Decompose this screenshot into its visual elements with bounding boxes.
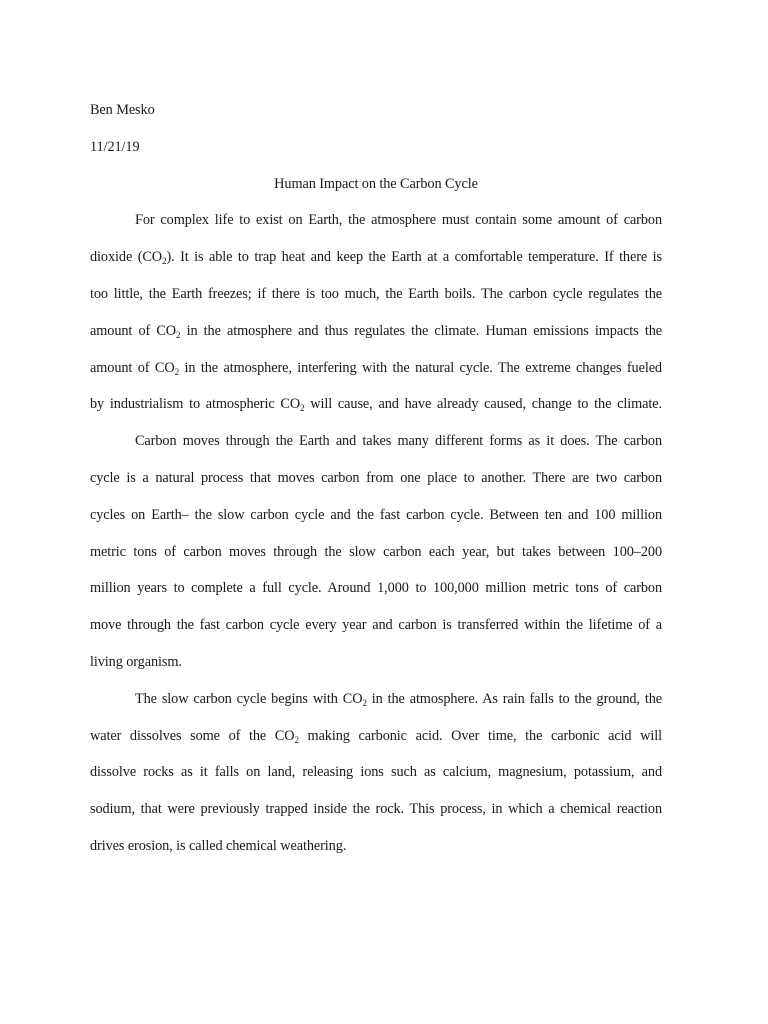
paragraph-line <box>90 350 662 387</box>
paragraph-line: dissolve rocks as it falls on land, releasing ions such as calcium, magnesium, potassium, and <box>90 764 662 781</box>
co2-formula <box>142 249 166 265</box>
paragraph-line: sodium, that were previously trapped inside the rock. This process, in which a chemical reaction <box>90 801 662 818</box>
formula-subscript: 2 <box>162 256 167 267</box>
text-run: dioxide ( <box>90 249 143 266</box>
formula-subscript: 2 <box>176 329 181 340</box>
text-run: in the atmosphere. As rain falls to the ground, the <box>366 690 662 707</box>
formula-subscript: 2 <box>174 366 179 377</box>
co2-formula <box>155 360 179 376</box>
document-page <box>90 92 662 865</box>
formula-text: CO <box>142 249 163 266</box>
text-run: ). It is able to trap heat and keep the Earth at a comfortable temperature. If there is <box>166 249 662 266</box>
paragraph-3 <box>90 681 662 865</box>
paragraph-line <box>90 239 662 276</box>
paragraph-line <box>90 313 662 350</box>
text-run: water dissolves some of the <box>90 727 275 744</box>
text-run: by industrialism to atmospheric <box>90 396 281 413</box>
co2-formula <box>275 728 299 744</box>
paragraph-line: living organism. <box>90 653 182 670</box>
co2-formula <box>343 691 367 707</box>
paragraph-line: cycles on Earth– the slow carbon cycle and the fast carbon cycle. Between ten and 100 million <box>90 506 662 523</box>
document-date: 11/21/19 <box>90 138 140 155</box>
text-run: will cause, and have already caused, change to the climate. <box>304 396 662 413</box>
text-run: The slow carbon cycle begins with <box>135 690 343 707</box>
paragraph-line: move through the fast carbon cycle every year and carbon is transferred within the lifetime of a <box>90 617 662 634</box>
formula-text: CO <box>342 690 363 707</box>
paragraph-line <box>90 718 662 755</box>
paragraph-line: For complex life to exist on Earth, the atmosphere must contain some amount of carbon <box>135 212 662 229</box>
text-run: in the atmosphere, interfering with the natural cycle. The extreme changes fueled <box>179 359 662 376</box>
text-run: amount of <box>90 359 155 376</box>
text-run: in the atmosphere and thus regulates the climate. Human emissions impacts the <box>180 322 662 339</box>
formula-text: CO <box>274 727 295 744</box>
formula-text: CO <box>156 322 177 339</box>
paragraph-line: metric tons of carbon moves through the slow carbon each year, but takes between 100–200 <box>90 543 662 560</box>
author-name: Ben Mesko <box>90 102 155 118</box>
paragraph-line: million years to complete a full cycle. Around 1,000 to 100,000 million metric tons of carbon <box>90 580 662 597</box>
text-run: making carbonic acid. Over time, the carbonic acid will <box>298 727 662 744</box>
paragraph-line <box>90 386 662 423</box>
formula-text: CO <box>280 396 301 413</box>
document-title: Human Impact on the Carbon Cycle <box>274 175 478 192</box>
formula-text: CO <box>154 359 175 376</box>
paragraph-line <box>90 681 662 718</box>
formula-subscript: 2 <box>300 403 305 414</box>
co2-formula <box>156 323 180 339</box>
text-run: amount of <box>90 322 157 339</box>
paragraph-line: Carbon moves through the Earth and takes many different forms as it does. The carbon <box>135 433 662 450</box>
formula-subscript: 2 <box>294 734 299 745</box>
paragraph-1 <box>90 202 662 423</box>
paragraph-2 <box>90 423 662 681</box>
formula-subscript: 2 <box>362 697 367 708</box>
paragraph-line: cycle is a natural process that moves carbon from one place to another. There are two carbon <box>90 469 662 486</box>
co2-formula <box>280 396 304 412</box>
paragraph-line: drives erosion, is called chemical weathering. <box>90 837 347 854</box>
paragraph-line: too little, the Earth freezes; if there is too much, the Earth boils. The carbon cycle regulates the <box>90 285 662 302</box>
